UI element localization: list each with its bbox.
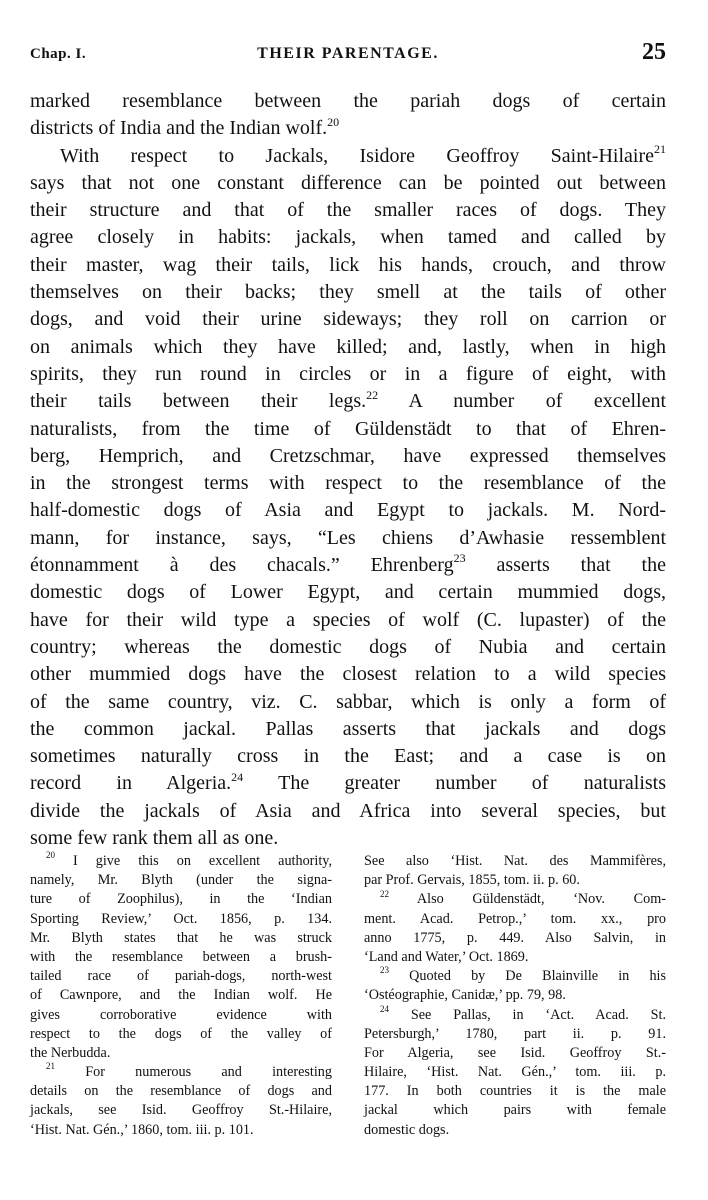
body-line-text: in the strongest terms with respect to the resemblance of the (30, 472, 666, 495)
footnote-line (364, 1044, 666, 1063)
body-line (30, 634, 666, 661)
body-line-text-continued: asserts that the (465, 554, 666, 577)
footnote-reference: 20 (327, 114, 340, 129)
footnote-text: Hilaire, ‘Hist. Nat. Gén.,’ tom. iii. p. (364, 1064, 666, 1081)
footnote-line (364, 986, 666, 1005)
footnote-line (364, 967, 666, 986)
body-text (30, 88, 666, 852)
body-line-text: domestic dogs of Lower Egypt, and certain mummied dogs, (30, 581, 666, 604)
footnote-text: ‘Hist. Nat. Gén.,’ 1860, tom. iii. p. 101. (30, 1121, 254, 1138)
body-line (30, 743, 666, 770)
body-line (30, 279, 666, 306)
body-line (30, 197, 666, 224)
footnote-line (30, 967, 332, 986)
footnote-text: details on the resemblance of dogs and (30, 1083, 332, 1100)
footnote-line (30, 852, 332, 871)
body-line (30, 88, 666, 115)
footnote-line (30, 1044, 332, 1063)
body-line-text: themselves on their backs; they smell at the tails of other (30, 281, 666, 304)
body-line-text: spirits, they run round in circles or in a figure of eight, with (30, 362, 666, 385)
body-line (30, 115, 666, 142)
body-line-text: dogs, and void their urine sideways; they roll on carrion or (30, 308, 666, 331)
body-line-text: mann, for instance, says, “Les chiens d’Awhasie ressemblent (30, 526, 666, 549)
footnote-line (364, 929, 666, 948)
footnote-line (30, 986, 332, 1005)
body-line (30, 497, 666, 524)
footnote-text: ‘Land and Water,’ Oct. 1869. (364, 948, 529, 965)
footnote-text: See Pallas, in ‘Act. Acad. St. (389, 1006, 666, 1023)
footnotes-left-column (30, 852, 332, 1140)
footnote-text: of Cawnpore, and the Indian wolf. He (30, 987, 332, 1004)
footnote-text: I give this on excellent authority, (55, 853, 332, 869)
body-line (30, 416, 666, 443)
footnote-text: ment. Acad. Petrop.,’ tom. xx., pro (364, 910, 666, 927)
footnote-line (30, 929, 332, 948)
footnote-reference: 23 (453, 551, 466, 566)
body-line (30, 689, 666, 716)
footnote-reference: 21 (654, 141, 666, 156)
footnote-line (364, 948, 666, 967)
running-title: THEIR PARENTAGE. (257, 45, 439, 62)
footnote-line (30, 871, 332, 890)
footnote-text: par Prof. Gervais, 1855, tom. ii. p. 60. (364, 872, 580, 889)
body-line-text: of the same country, viz. C. sabbar, which is only a form of (30, 690, 666, 713)
body-line-text: half-domestic dogs of Asia and Egypt to jackals. M. Nord- (30, 499, 666, 522)
footnote-line (364, 1025, 666, 1044)
body-line-text: their master, wag their tails, lick his hands, crouch, and throw (30, 253, 666, 276)
body-line (30, 798, 666, 825)
body-line-text-continued: A number of excellent (378, 390, 666, 413)
footnote-number: 21 (46, 1061, 55, 1072)
footnote-line (364, 1101, 666, 1120)
footnote-text: For Algeria, see Isid. Geoffroy St.- (364, 1044, 666, 1061)
footnote-text: Quoted by De Blainville in his (389, 968, 666, 985)
body-line-text: sometimes naturally cross in the East; and a case is on (30, 745, 666, 768)
body-line-text-continued: The greater number of naturalists (243, 772, 666, 795)
body-line (30, 825, 666, 852)
footnote-line (364, 1063, 666, 1082)
footnote-text: respect to the dogs of the valley of (30, 1025, 332, 1042)
body-line (30, 770, 666, 797)
footnote-text: the Nerbudda. (30, 1044, 111, 1061)
body-line (30, 334, 666, 361)
footnote-line (364, 852, 666, 871)
footnote-text: ture of Zoophilus), in the ‘Indian (30, 891, 332, 908)
body-line (30, 143, 666, 170)
body-line (30, 470, 666, 497)
footnote-line (30, 910, 332, 929)
body-line (30, 443, 666, 470)
footnote-text: gives corroborative evidence with (30, 1006, 332, 1023)
footnotes-right-column (364, 852, 666, 1140)
body-line-text: divide the jackals of Asia and Africa into several species, but (30, 799, 666, 822)
chapter-label: Chap. I. (30, 46, 87, 62)
body-line-text: agree closely in habits: jackals, when tamed and called by (30, 226, 666, 249)
body-line-text: record in Algeria. (30, 772, 232, 795)
body-line (30, 306, 666, 333)
footnote-text: jackal which pairs with female (364, 1102, 666, 1119)
body-line (30, 170, 666, 197)
body-line-text: their tails between their legs. (30, 390, 367, 413)
body-line-text: naturalists, from the time of Güldenstädt to that of Ehren- (30, 417, 666, 440)
body-line-text: says that not one constant difference can be pointed out between (30, 171, 666, 194)
footnote-number: 24 (380, 1003, 389, 1014)
footnote-text: domestic dogs. (364, 1121, 450, 1138)
body-line-text: other mummied dogs have the closest relation to a wild species (30, 663, 666, 686)
body-line (30, 716, 666, 743)
body-line-text: have for their wild type a species of wolf (C. lupaster) of the (30, 608, 666, 631)
footnote-text: For numerous and interesting (55, 1064, 332, 1081)
footnote-line (30, 890, 332, 909)
body-line (30, 252, 666, 279)
body-line (30, 661, 666, 688)
footnote-text: Also Güldenstädt, ‘Nov. Com- (389, 891, 666, 908)
footnote-text: namely, Mr. Blyth (under the signa- (30, 872, 332, 889)
footnote-line (30, 1006, 332, 1025)
body-line-text: their structure and that of the smaller races of dogs. They (30, 199, 666, 222)
body-line-text: marked resemblance between the pariah dogs of certain (30, 90, 666, 112)
footnote-text: Mr. Blyth states that he was struck (30, 929, 332, 946)
footnote-text: anno 1775, p. 449. Also Salvin, in (364, 929, 666, 946)
body-line-text: country; whereas the domestic dogs of Nubia and certain (30, 635, 666, 658)
body-line (30, 552, 666, 579)
body-line (30, 525, 666, 552)
body-line-text: berg, Hemprich, and Cretzschmar, have expressed themselves (30, 444, 666, 467)
footnote-line (364, 1082, 666, 1101)
body-line (30, 361, 666, 388)
body-line-text: étonnamment à des chacals.” Ehrenberg (30, 554, 454, 577)
footnote-line (30, 1063, 332, 1082)
body-line-text: the common jackal. Pallas asserts that jackals and dogs (30, 717, 666, 740)
footnote-reference: 22 (366, 387, 379, 402)
footnote-line (30, 1101, 332, 1120)
footnote-text: tailed race of pariah-dogs, north-west (30, 968, 332, 985)
page-number: 25 (642, 39, 666, 65)
footnote-number: 23 (380, 965, 389, 976)
body-line-text: With respect to Jackals, Isidore Geoffroy Saint-Hilaire (60, 144, 654, 167)
footnote-text: See also ‘Hist. Nat. des Mammifères, (364, 853, 666, 869)
footnote-line (30, 1025, 332, 1044)
footnote-line (364, 890, 666, 909)
footnote-text: ‘Ostéographie, Canidæ,’ pp. 79, 98. (364, 987, 566, 1004)
footnote-text: jackals, see Isid. Geoffroy St.-Hilaire, (30, 1102, 332, 1119)
body-line (30, 607, 666, 634)
footnote-line (364, 1003, 666, 1025)
body-line-text: districts of India and the Indian wolf. (30, 117, 328, 140)
book-page (30, 0, 666, 1200)
footnote-line (364, 871, 666, 890)
body-line-text: on animals which they have killed; and, lastly, when in high (30, 335, 666, 358)
footnote-text: Petersburgh,’ 1780, part ii. p. 91. (364, 1025, 666, 1042)
footnote-number: 20 (46, 850, 55, 861)
footnote-line (30, 1121, 332, 1140)
footnote-text: Sporting Review,’ Oct. 1856, p. 134. (30, 910, 332, 927)
footnote-text: 177. In both countries it is the male (364, 1083, 666, 1100)
body-line (30, 579, 666, 606)
footnote-text: with the resemblance between a brush- (30, 948, 332, 965)
footnote-reference: 24 (231, 769, 244, 784)
body-line (30, 388, 666, 415)
footnote-line (364, 1121, 666, 1140)
footnote-line (30, 948, 332, 967)
body-line (30, 224, 666, 251)
footnote-line (30, 1082, 332, 1101)
footnote-line (364, 910, 666, 929)
running-header (30, 40, 666, 70)
footnote-number: 22 (380, 888, 389, 899)
body-line-text: some few rank them all as one. (30, 827, 279, 850)
